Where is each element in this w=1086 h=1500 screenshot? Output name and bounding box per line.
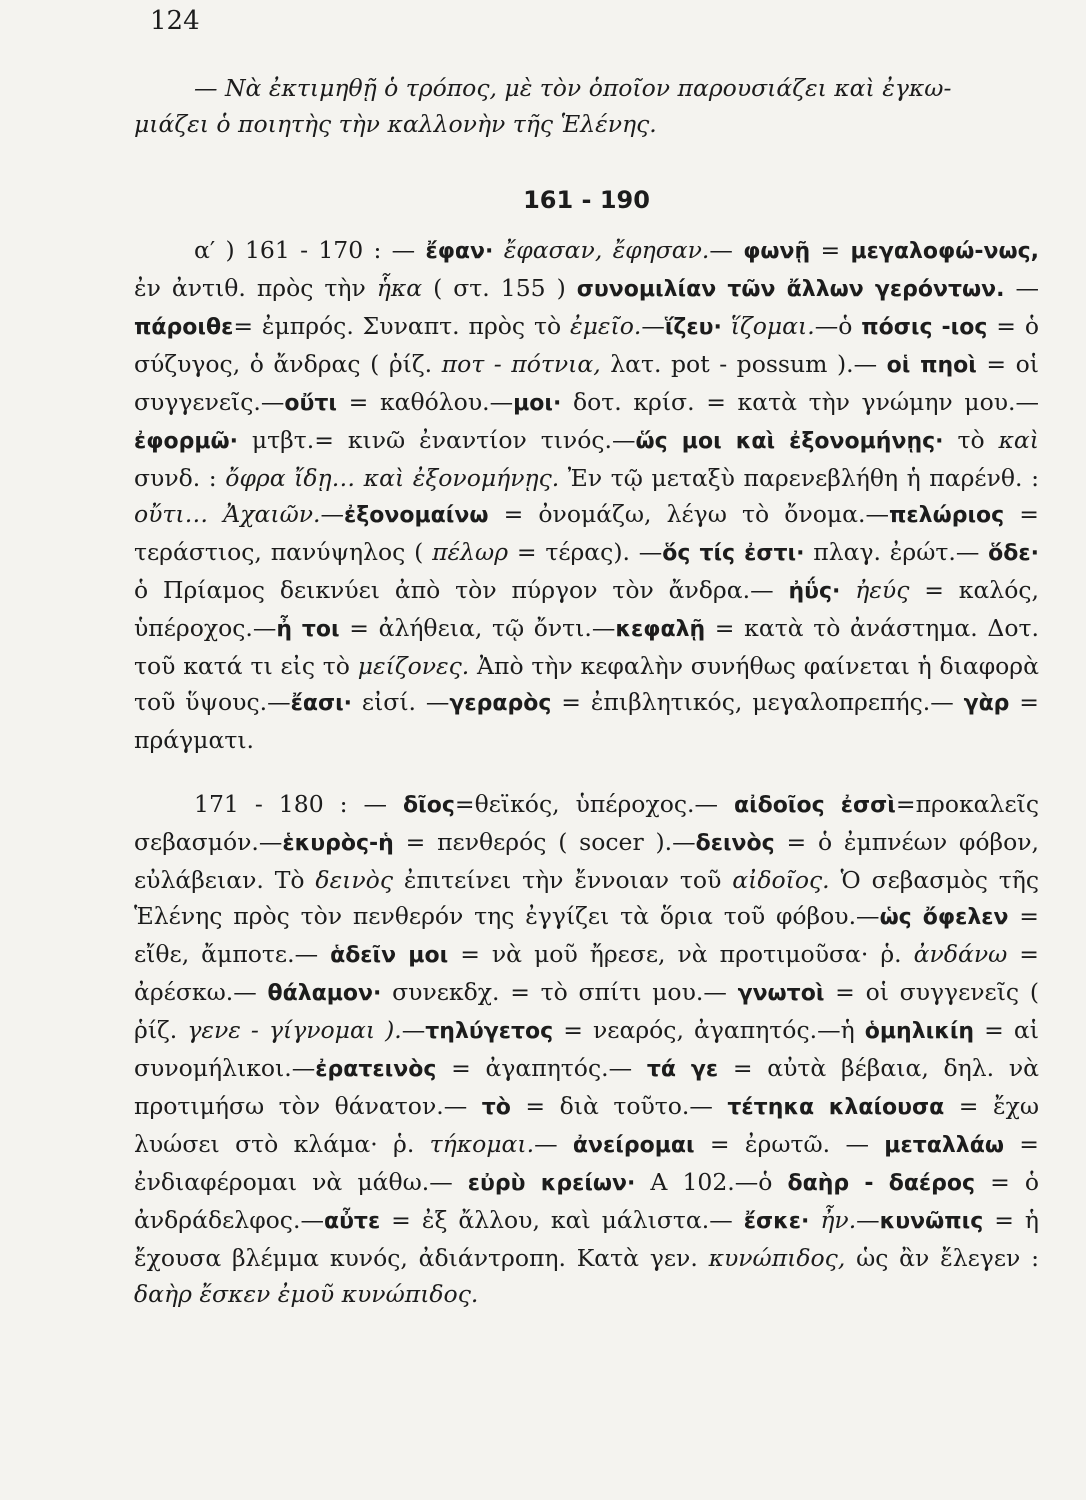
italic-run: ἔφασαν, ἔφησαν. [503,236,710,264]
text-run: ὡς ἂν ἔλεγεν : [845,1244,1039,1272]
text-run: = διὰ τοῦτο.— [510,1092,728,1120]
lemma: πάροιθε [134,315,234,340]
text-run: — [534,1130,573,1158]
lemma: οὔτι [284,391,337,416]
text-run: =προκαλεῖς σεβασμόν.— [134,790,1039,856]
lemma: δῖος [403,793,455,818]
text-run: —ὁ [814,312,862,340]
text-run: = ἐμπρός. Συναπτ. πρὸς τὸ [233,312,570,340]
text-run: — [1004,274,1039,302]
italic-run: κυνώπιδος, [708,1244,846,1272]
text-run: ( στ. 155 ) [422,274,577,302]
text-run: = ἀγαπητός.— [436,1054,647,1082]
italic-run: γενε - γίγνομαι ). [187,1016,402,1044]
lemma: φωνῇ [743,239,811,264]
text-run: — [641,312,665,340]
text-run [809,1206,820,1234]
text-run: = ὁ σύζυγος, ὁ ἄνδρας ( ῥίζ. [134,312,1039,378]
text-run: — [856,1206,880,1234]
italic-run: πέλωρ [432,538,509,566]
lemma: γεραρὸς [449,691,552,716]
lemma: μεγαλοφώ-νως, [850,239,1039,264]
italic-run: ἵζομαι. [730,312,815,340]
text-run: = οἱ συγγενεῖς.— [134,350,1039,416]
text-run: εἰσί. — [352,688,450,716]
text-run: = ἀρέσκω.— [134,940,1039,1006]
lemma: μοι· [513,391,562,416]
text-run: μτβτ.= κινῶ ἐναντίον τινός.— [237,426,636,454]
lemma: ἁδεῖν μοι [330,943,449,968]
lemma: ἐξονομαίνω [344,503,489,528]
italic-run: τήκομαι. [429,1130,535,1158]
lemma: ἔασι· [290,691,353,716]
text-run: = νεαρός, ἀγαπητός.—ἡ [553,1016,865,1044]
text-run: Ἐν τῷ μεταξὺ παρενεβλήθη ἡ παρένθ. : [559,464,1039,492]
text-run [722,312,731,340]
text-run: = αἱ συνομήλικοι.— [134,1016,1039,1082]
lemma: ἀνείρομαι [572,1133,695,1158]
lemma: πόσις -ιος [861,315,988,340]
text-run: = [810,236,851,264]
text-run: ὁ Πρίαμος δεικνύει ἀπὸ τὸν πύργον τὸν ἄνδρα.— [134,576,789,604]
text-run: = πενθερός ( socer ).— [393,828,696,856]
text-run: Ἀπὸ τὴν κεφαλὴν συνήθως φαίνεται ἡ διαφορὰ τοῦ ὕψους.— [134,652,1039,716]
text-run: Α 102.—ὁ [635,1168,788,1196]
lemma: μεταλλάω [884,1133,1004,1158]
text-run: λατ. pot - possum ).— [600,350,887,378]
text-run: = ἔχω λυώσει στὸ κλάμα· ῥ. [134,1092,1039,1158]
intro-line-2: μιάζει ὁ ποιητὴς τὴν καλλονὴν τῆς Ἑλένης. [134,110,657,138]
lemma: γὰρ [963,691,1010,716]
text-run: = καθόλου.— [337,388,514,416]
lemma: ἐφορμῶ· [134,429,238,454]
lemma: ἦ τοι [276,617,340,642]
text-run: = νὰ μοῦ ἤρεσε, νὰ προτιμοῦσα· ῥ. [448,940,914,968]
lemma: θάλαμον· [267,981,382,1006]
text-run: = ἀλήθεια, τῷ ὄντι.— [339,614,616,642]
text-run: = ὁ ἀνδράδελφος.— [134,1168,1039,1234]
commentary-paragraph-161-170 [134,232,1039,758]
lemma: τέτηκα κλαίουσα [727,1095,945,1120]
lemma: πελώριος [889,503,1005,528]
lemma: ἠΰς· [788,579,841,604]
text-run: τὸ [943,426,999,454]
italic-run: ποτ - πότνια, [441,350,601,378]
lemma: ὥς μοι καὶ ἐξονομήνῃς· [635,429,944,454]
text-run: δοτ. κρίσ. = κατὰ τὴν γνώμην μου.— [561,388,1039,416]
text-run: = ἡ ἔχουσα βλέμμα κυνός, ἀδιάντροπη. Κατὰ γεν. [134,1206,1039,1272]
lemma: ἔσκε· [743,1209,810,1234]
intro-line-1: — Νὰ ἐκτιμηθῇ ὁ τρόπος, μὲ τὸν ὁποῖον παρουσιάζει καὶ ἐγκω- [194,74,952,102]
lemma: ἐρατεινὸς [315,1057,437,1082]
section-heading: 161 - 190 [523,186,650,214]
text-run: ἐν ἀντιθ. πρὸς τὴν [134,274,377,302]
italic-run: ἦν. [820,1206,857,1234]
text-run: = εἴθε, ἄμποτε.— [134,902,1039,968]
text-run: = οἱ συγγενεῖς ( ῥίζ. [134,978,1039,1044]
lemma: αὖτε [323,1209,381,1234]
text-run: =θεϊκός, ὑπέροχος.— [454,790,734,818]
lemma: τά γε [646,1057,719,1082]
italic-run: καὶ [998,426,1040,454]
italic-run: οὔτι… Ἀχαιῶν. [134,500,321,528]
commentary-paragraph-171-180 [134,786,1039,1312]
text-run: = κατὰ τὸ ἀνάστημα. Δοτ. τοῦ κατά τι εἰς τὸ [134,614,1039,680]
italic-run: ἀνδάνω [913,940,1008,968]
lemma: ὅδε· [988,541,1039,566]
italic-run: ἧκα [376,274,423,302]
text-run [493,236,503,264]
text-run: ἐπιτείνει τὴν ἔννοιαν τοῦ [393,866,733,894]
lemma: ἵζευ· [664,315,722,340]
text-run: συνδ. : [134,464,226,492]
text-run: = ἐνδιαφέρομαι νὰ μάθω.— [134,1130,1039,1196]
lemma: ὅς τίς ἐστι· [662,541,805,566]
italic-run: ὄφρα ἴδῃ… καὶ ἐξονομήνῃς. [225,464,560,492]
lemma: οἱ πηοὶ [886,353,977,378]
italic-run: ἐμεῖο. [570,312,642,340]
lemma: συνομιλίαν τῶν ἄλλων γερόντων. [576,277,1005,302]
lemma: δεινὸς [695,831,775,856]
lemma: γνωτοὶ [737,981,825,1006]
text-run: — [320,500,344,528]
text-run: = καλός, ὑπέροχος.— [134,576,1039,642]
text-run: = ἐξ ἄλλου, καὶ μάλιστα.— [380,1206,744,1234]
italic-run: αἰδοῖος. [732,866,830,894]
text-run [840,576,855,604]
text-run: = τεράστιος, πανύψηλος ( [134,500,1039,566]
text-run: πλαγ. ἐρώτ.— [804,538,989,566]
lemma: κυνῶπις [879,1209,984,1234]
lemma: τὸ [481,1095,511,1120]
text-run: — [401,1016,426,1044]
italic-run: μείζονες. [357,652,470,680]
lemma: κεφαλῇ [615,617,706,642]
text-run: = πράγματι. [134,688,1039,754]
page-body [134,70,1039,1312]
text-run: = ὀνομάζω, λέγω τὸ ὄνομα.— [488,500,889,528]
lemma: ὡς ὄφελεν [879,905,1009,930]
text-run: — [709,236,744,264]
lemma: εὐρὺ κρείων· [467,1171,636,1196]
page-number: 124 [150,6,200,36]
text-run: = ἐπιβλητικός, μεγαλοπρεπής.— [551,688,964,716]
lemma: τηλύγετος [425,1019,554,1044]
text-run: = αὐτὰ βέβαια, δηλ. νὰ προτιμήσω τὸν θάνατον.— [134,1054,1039,1120]
italic-run: δεινὸς [315,866,393,894]
text-run: συνεκδχ. = τὸ σπίτι μου.— [381,978,738,1006]
text-run: α′ ) 161 - 170 : — [194,236,426,264]
lemma: ἔφαν· [425,239,494,264]
lemma: αἰδοῖος ἐσσὶ [733,793,896,818]
italic-run: δαὴρ ἔσκεν ἐμοῦ κυνώπιδος. [134,1280,479,1308]
text-run: = ἐρωτῶ. — [694,1130,885,1158]
text-run: Ὁ σεβασμὸς τῆς Ἑλένης πρὸς τὸν πενθερόν της ἐγγίζει τὰ ὅρια τοῦ φόβου.— [134,866,1039,930]
italic-run: ἠεύς [855,576,910,604]
text-run: = τέρας). — [508,538,663,566]
text-run: = ὁ ἐμπνέων φόβον, εὐλάβειαν. Τὸ [134,828,1039,894]
lemma: ἑκυρὸς-ἡ [282,831,394,856]
lemma: δαὴρ - δαέρος [787,1171,976,1196]
text-run: 171 - 180 : — [194,790,404,818]
lemma: ὁμηλικίη [864,1019,975,1044]
